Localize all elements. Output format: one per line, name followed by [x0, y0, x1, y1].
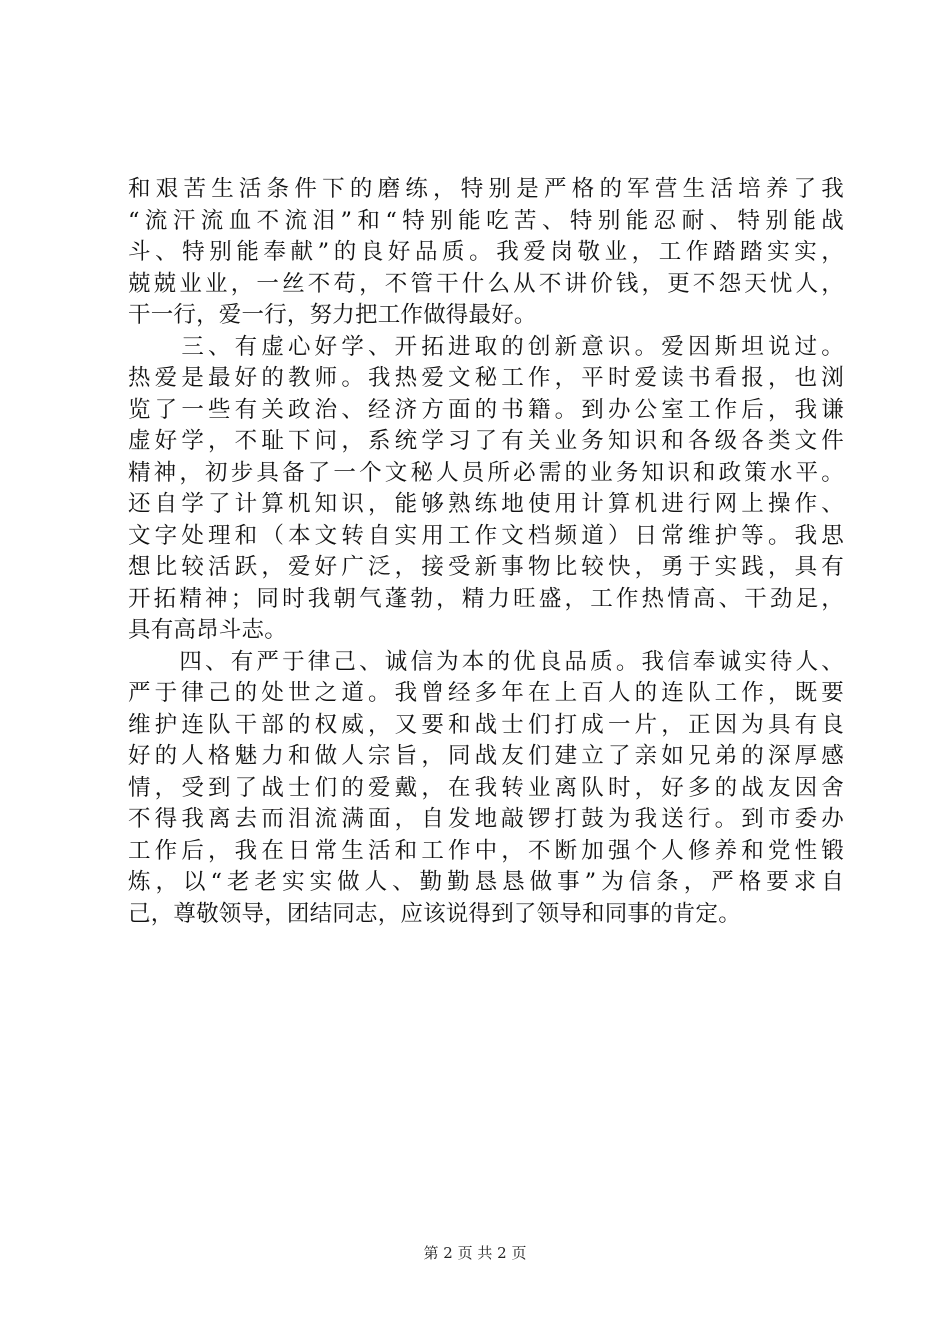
- paragraph-start-line: 四、有严于律己、诚信为本的优良品质。我信奉诚实待人、: [128, 648, 844, 675]
- text-line: 虚好学，不耻下问，系统学习了有关业务知识和各级各类文件: [128, 428, 844, 454]
- text-line: 情，受到了战士们的爱戴，在我转业离队时，好多的战友因舍: [128, 774, 844, 801]
- text-line: 文字处理和（本文转自实用工作文档频道）日常维护等。我思: [128, 522, 844, 549]
- text-line: 严于律己的处世之道。我曾经多年在上百人的连队工作，既要: [128, 680, 844, 706]
- page-number-footer: 第 2 页 共 2 页: [423, 1244, 527, 1262]
- text-line: 览了一些有关政治、经济方面的书籍。到办公室工作后，我谦: [128, 396, 844, 423]
- body-text: [128, 174, 844, 930]
- text-line: “流汗流血不流泪”和“特别能吃苦、特别能忍耐、特别能战: [128, 207, 844, 234]
- text-line: 斗、特别能奉献”的良好品质。我爱岗敬业，工作踏踏实实，: [128, 239, 844, 265]
- text-line: 具有高昂斗志。: [128, 617, 287, 643]
- text-line: 和艰苦生活条件下的磨练，特别是严格的军营生活培养了我: [128, 176, 844, 202]
- text-line: 好的人格魅力和做人宗旨，同战友们建立了亲如兄弟的深厚感: [128, 743, 844, 769]
- text-line: 想比较活跃，爱好广泛，接受新事物比较快，勇于实践，具有: [128, 554, 844, 580]
- text-line: 维护连队干部的权威，又要和战士们打成一片，正因为具有良: [128, 711, 844, 738]
- text-line: 精神，初步具备了一个文秘人员所必需的业务知识和政策水平。: [128, 459, 844, 486]
- text-line: 己，尊敬领导，团结同志，应该说得到了领导和同事的肯定。: [128, 900, 741, 927]
- text-line: 炼，以“老老实实做人、勤勤恳恳做事”为信条，严格要求自: [128, 869, 844, 895]
- text-line: 开拓精神；同时我朝气蓬勃，精力旺盛，工作热情高、干劲足，: [128, 585, 844, 612]
- text-line: 干一行，爱一行，努力把工作做得最好。: [128, 302, 537, 328]
- paragraph-start-line: 三、有虚心好学、开拓进取的创新意识。爱因斯坦说过。: [128, 333, 844, 360]
- text-line: 兢兢业业，一丝不苟，不管干什么从不讲价钱，更不怨天忧人，: [128, 270, 844, 297]
- text-line: 不得我离去而泪流满面，自发地敲锣打鼓为我送行。到市委办: [128, 806, 844, 832]
- text-line: 还自学了计算机知识，能够熟练地使用计算机进行网上操作、: [128, 491, 844, 517]
- text-line: 工作后，我在日常生活和工作中，不断加强个人修养和党性锻: [128, 837, 844, 864]
- text-line: 热爱是最好的教师。我热爱文秘工作，平时爱读书看报，也浏: [128, 365, 844, 391]
